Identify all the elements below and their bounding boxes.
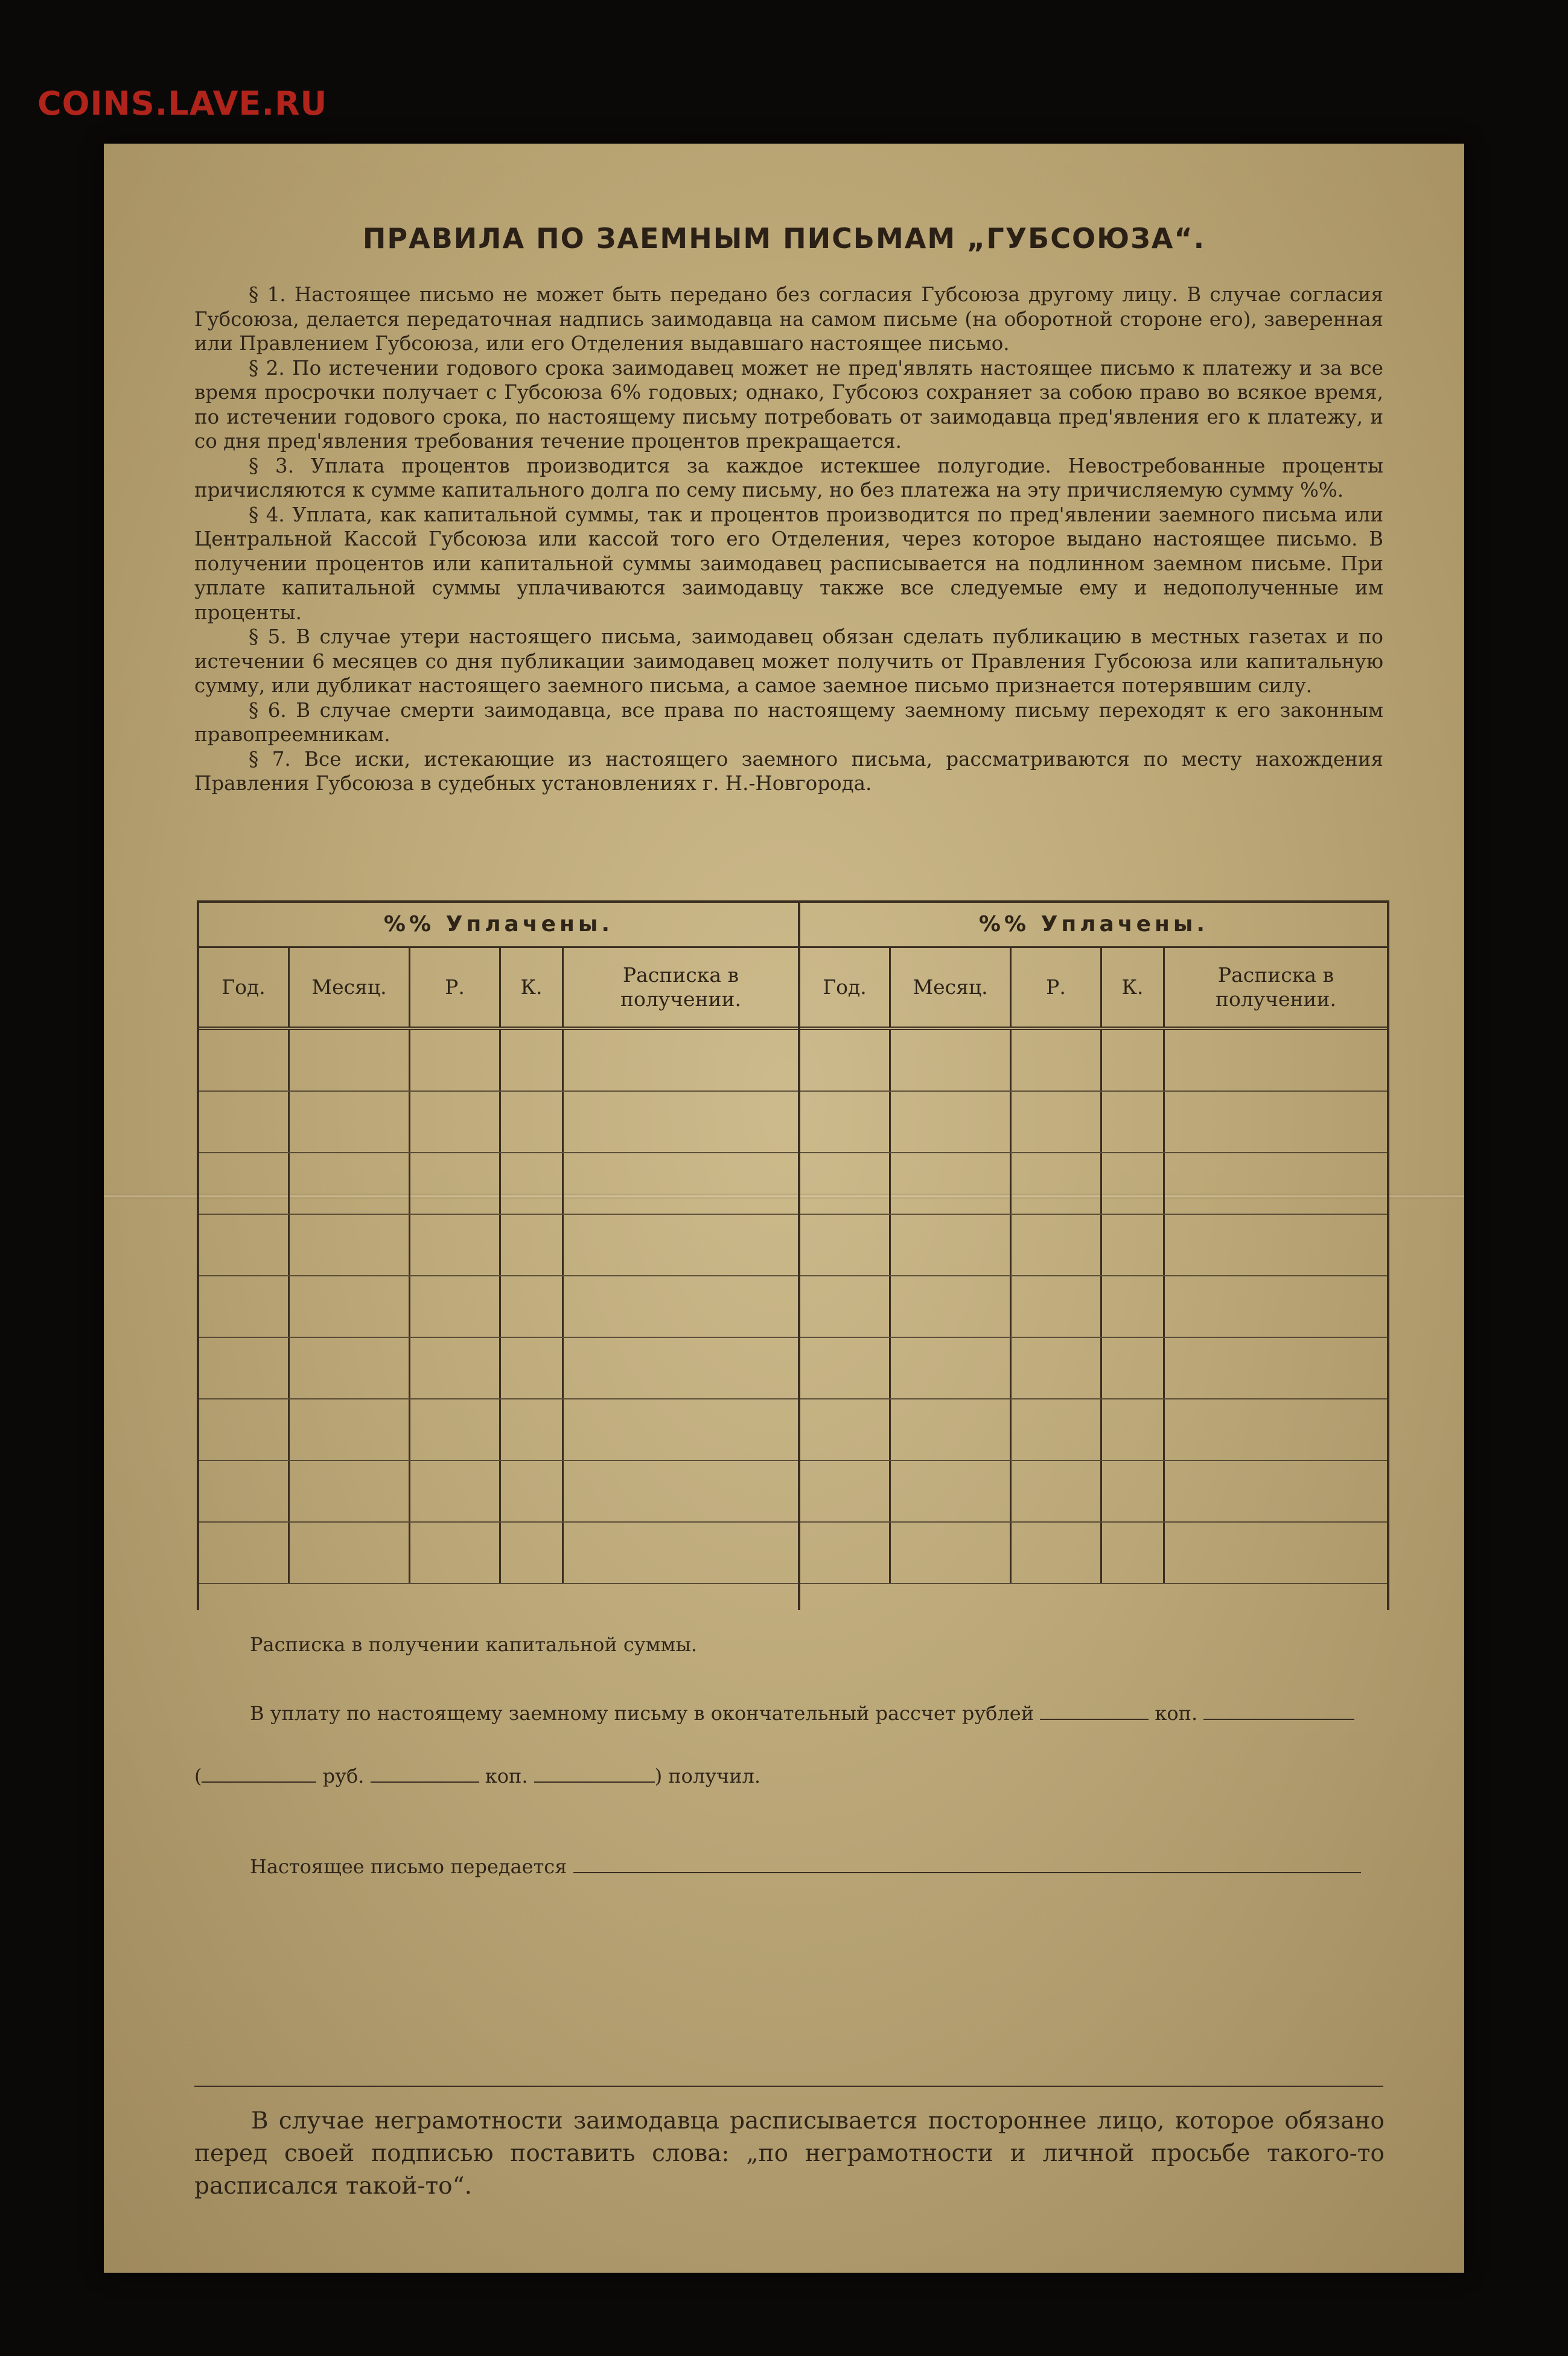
table-row bbox=[199, 1215, 798, 1276]
table-cell bbox=[1165, 1030, 1387, 1090]
rule-4: § 4. Уплата, как капитальной суммы, так и процентов производится по пред'явлении заемного письма или Центральной Кассой Губсоюза или кассой того его Отделения, через которое выдано настоящее письмо. В получении процентов или капитальной суммы заимодавец расписывается на подлинном заемном письме. При уплате капитальной суммы уплачиваются заимодавцу также все следуемые ему и недополученные им проценты. bbox=[194, 503, 1383, 624]
table-cell bbox=[410, 1092, 501, 1152]
table-cell bbox=[800, 1338, 891, 1398]
table-cell bbox=[564, 1399, 798, 1460]
table-cell bbox=[891, 1338, 1012, 1398]
table-cell bbox=[1102, 1030, 1165, 1090]
watermark: COINS.LAVE.RU bbox=[37, 84, 328, 123]
table-cell bbox=[290, 1338, 410, 1398]
table-cell bbox=[1012, 1030, 1102, 1090]
table-cell bbox=[800, 1461, 891, 1521]
table-row bbox=[800, 1523, 1387, 1584]
table-cell bbox=[1165, 1523, 1387, 1583]
table-row bbox=[800, 1276, 1387, 1338]
table-cell bbox=[199, 1092, 290, 1152]
table-cell bbox=[199, 1399, 290, 1460]
table-row bbox=[199, 1276, 798, 1338]
table-cell bbox=[800, 1399, 891, 1460]
table-cell bbox=[1012, 1215, 1102, 1275]
table-cell bbox=[1165, 1092, 1387, 1152]
header-receipt: Расписка в получении. bbox=[1215, 963, 1337, 1011]
table-cell bbox=[564, 1030, 798, 1090]
table-cell bbox=[891, 1276, 1012, 1337]
table-cell bbox=[199, 1276, 290, 1337]
table-cell bbox=[1012, 1276, 1102, 1337]
table-cell bbox=[1102, 1276, 1165, 1337]
table-cell bbox=[564, 1461, 798, 1521]
table-cell bbox=[564, 1276, 798, 1337]
footnote-text: В случае неграмотности заимодавца расписывается постороннее лицо, которое обязано перед своей подписью поставить слова: „по неграмотности и личной просьбе такого-то расписался такой-то“. bbox=[194, 2107, 1385, 2200]
header-rubles: Р. bbox=[1012, 948, 1102, 1027]
table-cell bbox=[290, 1461, 410, 1521]
interest-payments-table-left bbox=[197, 900, 800, 1610]
table-cell bbox=[410, 1523, 501, 1583]
table-cell bbox=[199, 1523, 290, 1583]
table-cell bbox=[800, 1153, 891, 1214]
table-row bbox=[800, 1399, 1387, 1461]
amount-words-line bbox=[194, 1765, 760, 1788]
table-cell bbox=[891, 1399, 1012, 1460]
table-cell bbox=[891, 1092, 1012, 1152]
header-kopecks: К. bbox=[1102, 948, 1165, 1027]
payment-line bbox=[250, 1702, 1354, 1725]
kop-label: коп. bbox=[1155, 1702, 1198, 1725]
rule-1: § 1. Настоящее письмо не может быть передано без согласия Губсоюза другому лицу. В случае согласия Губсоюза, делается передаточная надпись заимодавца на самом письме (на оборотной стороне его), заверенная или Правлением Губсоюза, или его Отделения выдавшаго настоящее письмо. bbox=[194, 283, 1383, 355]
table-row bbox=[199, 1523, 798, 1584]
table-cell bbox=[290, 1276, 410, 1337]
header-month: Месяц. bbox=[290, 948, 410, 1027]
table-cell bbox=[1165, 1153, 1387, 1214]
table-cell bbox=[290, 1523, 410, 1583]
table-row bbox=[800, 1153, 1387, 1215]
table-cell bbox=[410, 1338, 501, 1398]
table-cell bbox=[564, 1338, 798, 1398]
table-cell bbox=[891, 1523, 1012, 1583]
table-cell bbox=[410, 1215, 501, 1275]
table-row bbox=[199, 1153, 798, 1215]
table-cell bbox=[1012, 1523, 1102, 1583]
rubles-blank bbox=[1040, 1703, 1149, 1720]
header-year: Год. bbox=[199, 948, 290, 1027]
rule-3: § 3. Уплата процентов производится за каждое истекшее полугодие. Невостребованные проценты причисляются к сумме капитального долга по сему письму, но без платежа на эту причисляемую сумму %%. bbox=[194, 454, 1383, 501]
table-row bbox=[199, 1092, 798, 1153]
table-cell bbox=[1102, 1399, 1165, 1460]
table-cell bbox=[891, 1461, 1012, 1521]
rule-5: § 5. В случае утери настоящего письма, заимодавец обязан сделать публикацию в местных газетах и по истечении 6 месяцев со дня публикации заимодавец может получить от Правления Губсоюза или капитальную сумму, или дубликат настоящего заемного письма, а самое заемное письмо признается потерявшим силу. bbox=[194, 625, 1383, 697]
table-cell bbox=[891, 1153, 1012, 1214]
table-cell bbox=[501, 1276, 564, 1337]
table-cell bbox=[410, 1276, 501, 1337]
payment-text: В уплату по настоящему заемному письму в окончательный рассчет рублей bbox=[250, 1702, 1034, 1725]
table-cell bbox=[800, 1276, 891, 1337]
table-cell bbox=[1165, 1215, 1387, 1275]
table-cell bbox=[800, 1030, 891, 1090]
transfer-line bbox=[250, 1855, 1361, 1878]
table-cell bbox=[1012, 1461, 1102, 1521]
table-cell bbox=[1102, 1215, 1165, 1275]
illiteracy-footnote bbox=[194, 2105, 1385, 2203]
table-caption: %% Уплачены. bbox=[199, 903, 798, 948]
table-cell bbox=[564, 1215, 798, 1275]
table-cell bbox=[410, 1399, 501, 1460]
table-cell bbox=[290, 1153, 410, 1214]
table-cell bbox=[501, 1338, 564, 1398]
document-sheet bbox=[104, 144, 1464, 2273]
table-row bbox=[199, 1338, 798, 1399]
table-row bbox=[800, 1030, 1387, 1092]
table-cell bbox=[501, 1215, 564, 1275]
table-cell bbox=[501, 1153, 564, 1214]
receipt-heading: Расписка в получении капитальной суммы. bbox=[250, 1633, 698, 1656]
table-cell bbox=[290, 1215, 410, 1275]
header-year: Год. bbox=[800, 948, 891, 1027]
table-cell bbox=[1165, 1338, 1387, 1398]
table-cell bbox=[1012, 1338, 1102, 1398]
table-row bbox=[800, 1215, 1387, 1276]
table-cell bbox=[501, 1030, 564, 1090]
table-cell bbox=[564, 1523, 798, 1583]
table-cell bbox=[1102, 1092, 1165, 1152]
transfer-blank bbox=[573, 1856, 1361, 1873]
table-row bbox=[199, 1030, 798, 1092]
received-label: ) получил. bbox=[654, 1765, 761, 1788]
table-cell bbox=[199, 1153, 290, 1214]
rule-2: § 2. По истечении годового срока заимодавец может не пред'являть настоящее письмо к платежу и за все время просрочки получает с Губсоюза 6% годовых; однако, Губсоюз сохраняет за собою право во всякое время, по истечении годового срока, по настоящему письму потребовать от заимодавца пред'явления его к платежу, и со дня пред'явления требования течение процентов прекращается. bbox=[194, 356, 1383, 453]
kop-blank bbox=[534, 1766, 655, 1783]
table-cell bbox=[199, 1215, 290, 1275]
table-cell bbox=[1165, 1276, 1387, 1337]
table-cell bbox=[290, 1399, 410, 1460]
interest-payments-table-right bbox=[798, 900, 1389, 1610]
table-cell bbox=[290, 1092, 410, 1152]
table-caption: %% Уплачены. bbox=[800, 903, 1387, 948]
rule-7: § 7. Все иски, истекающие из настоящего заемного письма, рассматриваются по месту нахождения Правления Губсоюза в судебных установлениях г. Н.-Новгорода. bbox=[194, 747, 1383, 795]
table-cell bbox=[800, 1523, 891, 1583]
rub-label: руб. bbox=[322, 1765, 365, 1788]
table-cell bbox=[891, 1215, 1012, 1275]
table-cell bbox=[800, 1215, 891, 1275]
amount-blank bbox=[202, 1766, 316, 1783]
table-body bbox=[199, 1030, 798, 1612]
table-cell bbox=[1102, 1153, 1165, 1214]
table-cell bbox=[501, 1092, 564, 1152]
table-body bbox=[800, 1030, 1387, 1612]
paren-open: ( bbox=[194, 1765, 202, 1788]
table-cell bbox=[1012, 1399, 1102, 1460]
rules-text bbox=[194, 282, 1383, 796]
table-cell bbox=[199, 1030, 290, 1090]
table-cell bbox=[410, 1461, 501, 1521]
kopecks-blank bbox=[1203, 1703, 1354, 1720]
table-row bbox=[800, 1461, 1387, 1523]
table-row bbox=[800, 1338, 1387, 1399]
table-cell bbox=[501, 1523, 564, 1583]
transfer-blank-line-2 bbox=[194, 2086, 1383, 2087]
table-row bbox=[800, 1092, 1387, 1153]
table-cell bbox=[891, 1030, 1012, 1090]
header-kopecks: К. bbox=[501, 948, 564, 1027]
header-month: Месяц. bbox=[891, 948, 1012, 1027]
table-cell bbox=[1012, 1092, 1102, 1152]
table-cell bbox=[564, 1092, 798, 1152]
header-rubles: Р. bbox=[410, 948, 501, 1027]
table-cell bbox=[1165, 1399, 1387, 1460]
table-header bbox=[199, 948, 798, 1030]
table-cell bbox=[800, 1092, 891, 1152]
table-cell bbox=[290, 1030, 410, 1090]
rule-6: § 6. В случае смерти заимодавца, все права по настоящему заемному письму переходят к его законным правопреемникам. bbox=[194, 698, 1383, 746]
table-header bbox=[800, 948, 1387, 1030]
header-receipt: Расписка в получении. bbox=[620, 963, 742, 1011]
table-cell bbox=[1102, 1523, 1165, 1583]
table-row bbox=[199, 1461, 798, 1523]
table-cell bbox=[199, 1461, 290, 1521]
table-cell bbox=[1012, 1153, 1102, 1214]
table-cell bbox=[199, 1338, 290, 1398]
table-cell bbox=[410, 1153, 501, 1214]
document-title: ПРАВИЛА ПО ЗАЕМНЫМ ПИСЬМАМ „ГУБСОЮЗА“. bbox=[362, 222, 1206, 255]
transfer-text: Настоящее письмо передается bbox=[250, 1855, 567, 1878]
kop-label-2: коп. bbox=[485, 1765, 528, 1788]
rub-blank bbox=[371, 1766, 479, 1783]
table-cell bbox=[501, 1461, 564, 1521]
table-row bbox=[199, 1399, 798, 1461]
table-cell bbox=[1165, 1461, 1387, 1521]
table-cell bbox=[501, 1399, 564, 1460]
table-cell bbox=[1102, 1461, 1165, 1521]
table-cell bbox=[1102, 1338, 1165, 1398]
table-cell bbox=[564, 1153, 798, 1214]
table-cell bbox=[410, 1030, 501, 1090]
